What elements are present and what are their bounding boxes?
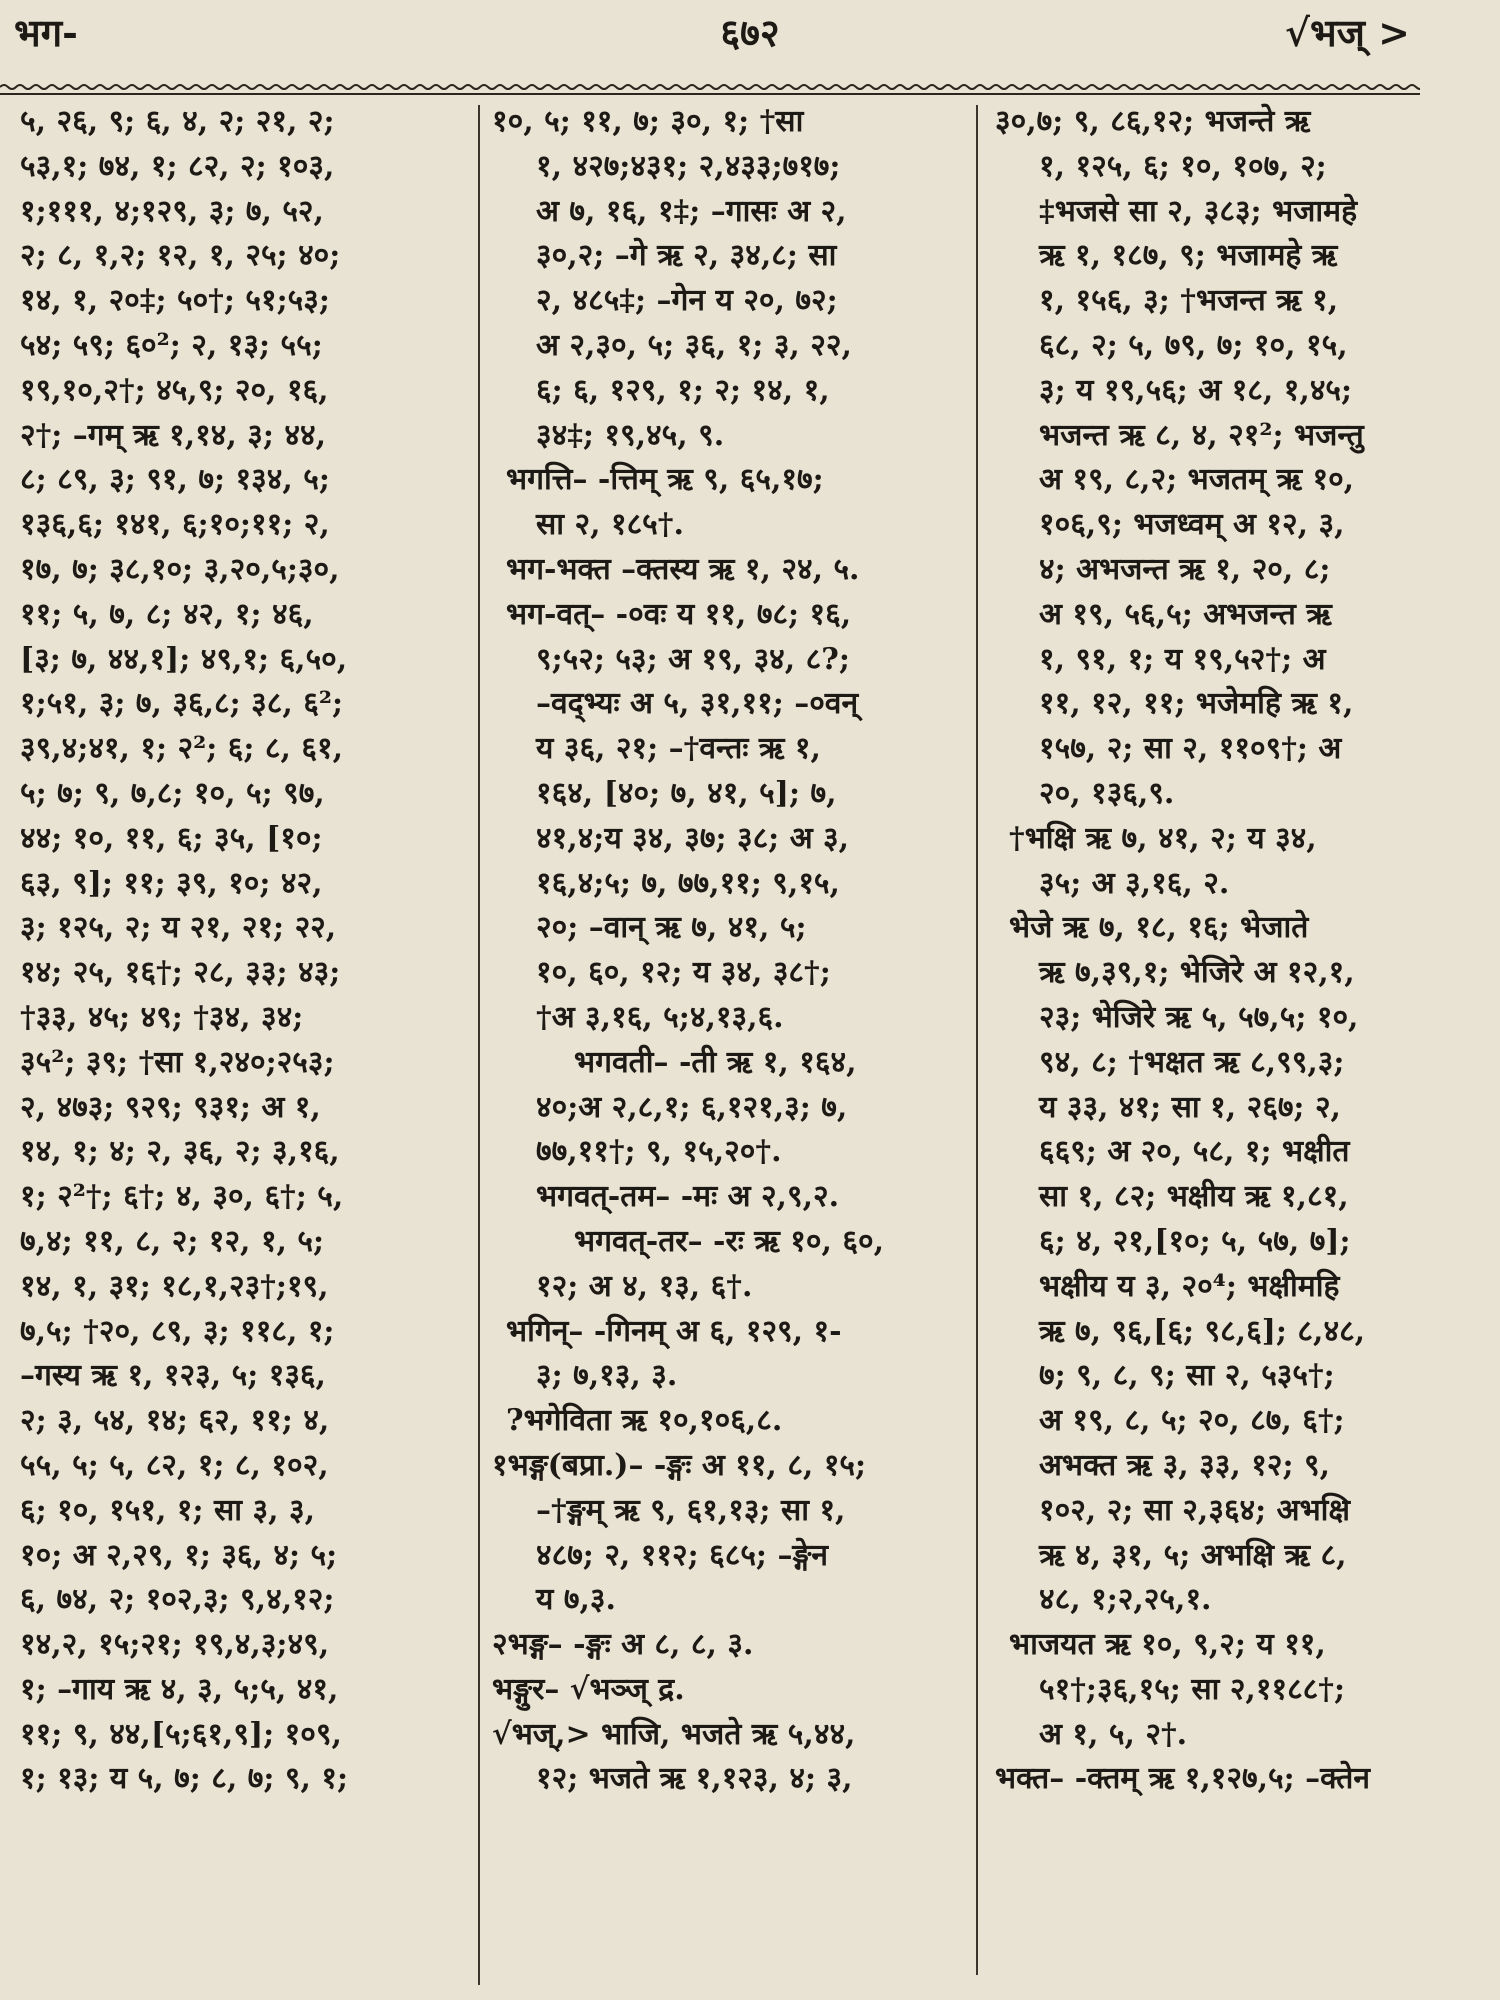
- text-line: ३; य १९,५६; अ १८, १,४५;: [1039, 372, 1353, 408]
- text-line: ४८७; २, ११२; ६८५; –ङ्गेन: [536, 1537, 829, 1573]
- text-line: १०, ५; ११, ७; ३०, १; †सा: [492, 104, 804, 139]
- text-line: ऋ ४, ३१, ५; अभक्षि ऋ ८,: [1039, 1537, 1347, 1573]
- text-line: २०; –वान् ऋ ७, ४१, ५;: [536, 910, 807, 946]
- text-line: ७,४; ११, ८, २; १२, १, ५;: [20, 1223, 325, 1259]
- text-line: २भङ्ग– -ङ्गः अ ८, ८, ३.: [492, 1627, 754, 1663]
- text-line: २†; –गम् ऋ १,१४, ३; ४४,: [20, 417, 327, 453]
- page-number: ६७२: [720, 10, 780, 55]
- text-line: ?भगेविता ऋ १०,१०६,८.: [506, 1403, 783, 1439]
- text-line: १;५१, ३; ७, ३६,८; ३८, ६²;: [20, 686, 344, 722]
- text-line: भगवत्-तर– -रः ऋ १०, ६०,: [574, 1223, 885, 1259]
- text-line: १४, १, ३१; १८,१,२३†;१९,: [20, 1268, 329, 1304]
- column-right: [995, 100, 1450, 1990]
- column-divider-1: [478, 105, 480, 1985]
- text-line: ६६९; अ २०, ५८, १; भक्षीत: [1039, 1134, 1350, 1170]
- text-line: भक्त– -क्तम् ऋ १,१२७,५; –क्तेन: [995, 1761, 1371, 1797]
- text-line: ‡भजसे सा २, ३८३; भजामहे: [1039, 193, 1358, 229]
- text-line: २३; भेजिरे ऋ ५, ५७,५; १०,: [1039, 999, 1359, 1035]
- text-line: २; ३, ५४, १४; ६२, ११; ४,: [20, 1403, 330, 1439]
- text-line: सा १, ८२; भक्षीय ऋ १,८१,: [1039, 1179, 1349, 1215]
- text-line: ७,५; †२०, ८९, ३; ११८, १;: [20, 1313, 335, 1349]
- text-line: ५१†;३६,१५; सा २,११८८†;: [1039, 1671, 1346, 1707]
- text-line: ४८, १;२,२५,१.: [1039, 1582, 1212, 1618]
- text-line: १, ४२७;४३१; २,४३३;७१७;: [536, 148, 841, 184]
- text-line: भाजयत ऋ १०, ९,२; य ११,: [1009, 1627, 1326, 1663]
- text-line: २, ४८५‡; –गेन य २०, ७२;: [536, 283, 838, 319]
- text-line: १; १३; य ५, ७; ८, ७; ९, १;: [20, 1761, 349, 1797]
- text-line: भगवत्-तम– -मः अ २,९,२.: [536, 1179, 840, 1215]
- page-header: [0, 0, 1500, 70]
- text-line: –वद्भ्यः अ ५, ३१,११; –०वन्: [536, 686, 859, 722]
- text-line: १४; २५, १६†; २८, ३३; ४३;: [20, 955, 341, 991]
- text-line: ६८, २; ५, ७९, ७; १०, १५,: [1039, 327, 1348, 363]
- text-line: य ३६, २१; –†वन्तः ऋ १,: [536, 731, 821, 767]
- text-line: अभक्त ऋ ३, ३३, १२; ९,: [1039, 1447, 1331, 1483]
- text-line: †अ ३,१६, ५;४,१३,६.: [536, 999, 784, 1035]
- text-line: ११, १२, ११; भजेमहि ऋ १,: [1039, 686, 1354, 722]
- text-line: सा २, १८५†.: [536, 507, 684, 543]
- text-line: १०६,९; भजध्वम् अ १२, ३,: [1039, 507, 1345, 543]
- text-line: २, ४७३; ९२९; ९३१; अ १,: [20, 1089, 321, 1125]
- column-divider-2: [976, 105, 978, 1975]
- text-line: भजन्त ऋ ८, ४, २१²; भजन्तु: [1039, 417, 1364, 453]
- text-line: १०, ६०, १२; य ३४, ३८†;: [536, 955, 831, 991]
- text-line: १४, १, २०‡; ५०†; ५१;५३;: [20, 283, 330, 319]
- text-line: अ २,३०, ५; ३६, १; ३, २२,: [536, 327, 852, 363]
- text-line: भगवती– -ती ऋ १, १६४,: [574, 1044, 857, 1080]
- text-line: अ १९, ५६,५; अभजन्त ऋ: [1039, 596, 1332, 632]
- text-line: ५३,१; ७४, १; ८२, २; १०३,: [20, 148, 335, 184]
- column-left: [20, 100, 468, 1990]
- header-right-headword: √भज् >: [1285, 10, 1410, 55]
- text-line: १; २²†; ६†; ४, ३०, ६†; ५,: [20, 1179, 344, 1215]
- text-line: ३०,२; –गे ऋ २, ३४,८; सा: [536, 238, 837, 274]
- text-line: ८; ८९, ३; ९१, ७; १३४, ५;: [20, 462, 330, 498]
- text-line: †३३, ४५; ४९; †३४, ३४;: [20, 999, 304, 1035]
- text-line: १, १२५, ६; १०, १०७, २;: [1039, 148, 1327, 184]
- text-line: १२; अ ४, १३, ६†.: [536, 1268, 753, 1304]
- text-line: ३; १२५, २; य २१, २१; २२,: [20, 910, 337, 946]
- text-line: १; –गाय ऋ ४, ३, ५;५, ४१,: [20, 1671, 339, 1707]
- column-middle: [492, 100, 952, 1990]
- text-line: १, १५६, ३; †भजन्त ऋ १,: [1039, 283, 1339, 319]
- text-line: ४१,४;य ३४, ३७; ३८; अ ३,: [536, 820, 850, 856]
- text-line: १, ९१, १; य १९,५२†; अ: [1039, 641, 1326, 677]
- text-line: ५, २६, ९; ६, ४, २; २१, २;: [20, 104, 335, 139]
- text-line: ४४; १०, ११, ६; ३५, [१०;: [20, 820, 323, 856]
- text-line: ५४; ५९; ६०²; २, १३; ५५;: [20, 327, 323, 363]
- text-line: ३४‡; १९,४५, ९.: [536, 417, 725, 453]
- text-line: १७, ७; ३८,१०; ३,२०,५;३०,: [20, 551, 340, 587]
- text-line: भगिन्– -गिनम् अ ६, १२९, १-: [506, 1313, 842, 1349]
- text-line: ४; अभजन्त ऋ १, २०, ८;: [1039, 551, 1331, 587]
- text-line: ९;५२; ५३; अ १९, ३४, ८?;: [536, 641, 850, 677]
- text-line: २; ८, १,२; १२, १, २५; ४०;: [20, 238, 341, 274]
- text-line: १;१११, ४;१२९, ३; ७, ५२,: [20, 193, 324, 229]
- text-line: १६,४;५; ७, ७७,११; ९,१५,: [536, 865, 840, 901]
- header-wavy-rule: [0, 82, 1420, 96]
- text-line: अ १, ५, २†.: [1039, 1716, 1188, 1752]
- text-line: ३०,७; ९, ८६,१२; भजन्ते ऋ: [995, 104, 1311, 139]
- text-line: ३९,४;४१, १; २²; ६; ८, ६१,: [20, 731, 344, 767]
- text-line: ६, ७४, २; १०२,३; ९,४,१२;: [20, 1582, 335, 1618]
- text-line: १५७, २; सा २, ११०९†; अ: [1039, 731, 1342, 767]
- text-line: ३५; अ ३,१६, २.: [1039, 865, 1230, 901]
- text-line: अ १९, ८, ५; २०, ८७, ६†;: [1039, 1403, 1345, 1439]
- text-line: १भङ्ग(बप्रा.)– -ङ्गः अ ११, ८, १५;: [492, 1447, 867, 1483]
- text-line: ६; ६, १२९, १; २; १४, १,: [536, 372, 830, 408]
- text-line: १४,२, १५;२१; १९,४,३;४९,: [20, 1627, 330, 1663]
- text-line: भगत्ति– -त्तिम् ऋ ९, ६५,१७;: [506, 462, 824, 498]
- text-line: ऋ ७,३९,१; भेजिरे अ १२,१,: [1039, 955, 1355, 991]
- text-line: –†ङ्गम् ऋ ९, ६१,१३; सा १,: [536, 1492, 846, 1528]
- text-line: ६३, ९]; ११; ३९, १०; ४२,: [20, 865, 323, 901]
- text-line: भङ्गुर– √भञ्ज् द्र.: [492, 1671, 685, 1707]
- text-line: ६; १०, १५१, १; सा ३, ३,: [20, 1492, 316, 1528]
- text-line: †भक्षि ऋ ७, ४१, २; य ३४,: [1009, 820, 1317, 856]
- text-line: √भज्,> भाजि, भजते ऋ ५,४४,: [492, 1716, 856, 1752]
- text-line: १०; अ २,२९, १; ३६, ४; ५;: [20, 1537, 338, 1573]
- text-line: ६; ४, २१,[१०; ५, ५७, ७];: [1039, 1223, 1351, 1259]
- text-line: –गस्य ऋ १, १२३, ५; १३६,: [20, 1358, 326, 1394]
- text-line: ५; ७; ९, ७,८; १०, ५; ९७,: [20, 775, 325, 811]
- header-left-headword: भग-: [14, 10, 78, 55]
- text-line: ४०;अ २,८,१; ६,१२१,३; ७,: [536, 1089, 848, 1125]
- text-line: य ७,३.: [536, 1582, 616, 1618]
- text-line: १४, १; ४; २, ३६, २; ३,१६,: [20, 1134, 340, 1170]
- text-line: १०२, २; सा २,३६४; अभक्षि: [1039, 1492, 1350, 1528]
- text-line: ९४, ८; †भक्षत ऋ ८,९९,३;: [1039, 1044, 1345, 1080]
- text-line: भग-वत्– -०वः य ११, ७८; १६,: [506, 596, 852, 632]
- text-line: ७; ९, ८, ९; सा २, ५३५†;: [1039, 1358, 1335, 1394]
- text-line: ११; ९, ४४,[५;६१,९]; १०९,: [20, 1716, 342, 1752]
- text-line: १९,१०,२†; ४५,९; २०, १६,: [20, 372, 329, 408]
- text-line: ३; ७,१३, ३.: [536, 1358, 678, 1394]
- text-line: ७७,११†; ९, १५,२०†.: [536, 1134, 782, 1170]
- text-line: अ १९, ८,२; भजतम् ऋ १०,: [1039, 462, 1355, 498]
- text-line: १६४, [४०; ७, ४१, ५]; ७,: [536, 775, 837, 811]
- text-line: भग-भक्त –क्तस्य ऋ १, २४, ५.: [506, 551, 860, 587]
- text-line: ऋ ७, ९६,[६; ९८,६]; ८,४८,: [1039, 1313, 1366, 1349]
- text-line: २०, १३६,९.: [1039, 775, 1175, 811]
- text-line: [३; ७, ४४,१]; ४९,१; ६,५०,: [20, 641, 348, 677]
- text-line: भेजे ऋ ७, १८, १६; भेजाते: [1009, 910, 1309, 946]
- text-line: अ ७, १६, १‡; –गासः अ २,: [536, 193, 847, 229]
- text-line: ३५²; ३९; †सा १,२४०;२५३;: [20, 1044, 335, 1080]
- text-line: १३६,६; १४१, ६;१०;११; २,: [20, 507, 330, 543]
- text-line: भक्षीय य ३, २०⁴; भक्षीमहि: [1039, 1268, 1340, 1304]
- text-line: य ३३, ४१; सा १, २६७; २,: [1039, 1089, 1341, 1125]
- text-line: ५५, ५; ५, ८२, १; ८, १०२,: [20, 1447, 329, 1483]
- text-line: १२; भजते ऋ १,१२३, ४; ३,: [536, 1761, 853, 1797]
- text-line: ऋ १, १८७, ९; भजामहे ऋ: [1039, 238, 1338, 274]
- text-line: ११; ५, ७, ८; ४२, १; ४६,: [20, 596, 314, 632]
